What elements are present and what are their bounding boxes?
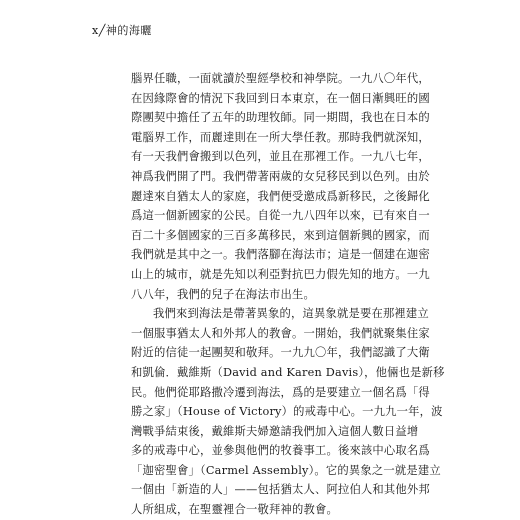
text-line: 際團契中擔任了五年的助理牧師。同一期間，我也在日本的 [131,111,430,125]
text-line: 民。他們從耶路撒冷遷到海法，爲的是要建立一個名爲「得 [131,385,430,399]
text-line: 一個由「新造的人」——包括猶太人、阿拉伯人和其他外邦 [131,483,430,497]
text-line: 麗達來自猶太人的家庭，我們便受邀成爲新移民，之後歸化 [131,189,430,203]
running-head: x╱神的海曬 [92,24,152,37]
text-line: 在因緣際會的情況下我回到日本東京，在一個日漸興旺的國 [131,91,430,105]
paragraph-2 [131,304,445,520]
paragraph-1 [131,69,430,304]
text-line: 人所組成，在聖靈裡合一敬拜神的教會。 [131,503,338,517]
text-line: 腦界任職，一面就讀於聖經學校和神學院。一九八〇年代， [131,72,430,85]
text-line: 我們來到海法是帶著異象的，這異象就是要在那裡建立 [153,307,429,321]
text-line: 多的戒毒中心，並參與他們的牧養事工。後來該中心取名爲 [131,444,430,458]
text-line: 爲這一個新國家的公民。自從一九八四年以來，已有來自一 [131,209,430,223]
text-line: 和凱倫．戴維斯（David and Karen Davis），他倆也是新移 [131,365,445,379]
text-line: 八八年，我們的兒子在海法市出生。 [131,287,315,301]
text-line: 百二十多個國家的三百多萬移民，來到這個新興的國家，而 [131,228,430,242]
text-line: 「迦密聖會」（Carmel Assembly）。它的異象之一就是建立 [131,463,441,477]
text-line: 我們就是其中之一。我們落腳在海法市；這是一個建在迦密 [131,248,430,262]
text-line: 神爲我們開了門。我們帶著兩歲的女兒移民到以色列。由於 [131,169,430,183]
text-line: 有一天我們會搬到以色列，並且在那裡工作。一九八七年， [131,150,430,164]
text-line: 勝之家」（House of Victory）的戒毒中心。一九九一年，波 [131,405,443,419]
text-line: 灣戰爭結束後，戴維斯夫婦邀請我們加入這個人數日益增 [131,424,419,438]
text-line: 附近的信徒一起團契和敬拜。一九九〇年，我們認識了大衛 [131,346,430,360]
body-text [131,69,445,520]
text-line: 一個服事猶太人和外邦人的教會。一開始，我們就聚集住家 [131,326,430,340]
text-line: 電腦界工作，而麗達則在一所大學任教。那時我們就深知， [131,130,430,144]
text-line: 山上的城市，就是先知以利亞對抗巴力假先知的地方。一九 [131,267,430,281]
